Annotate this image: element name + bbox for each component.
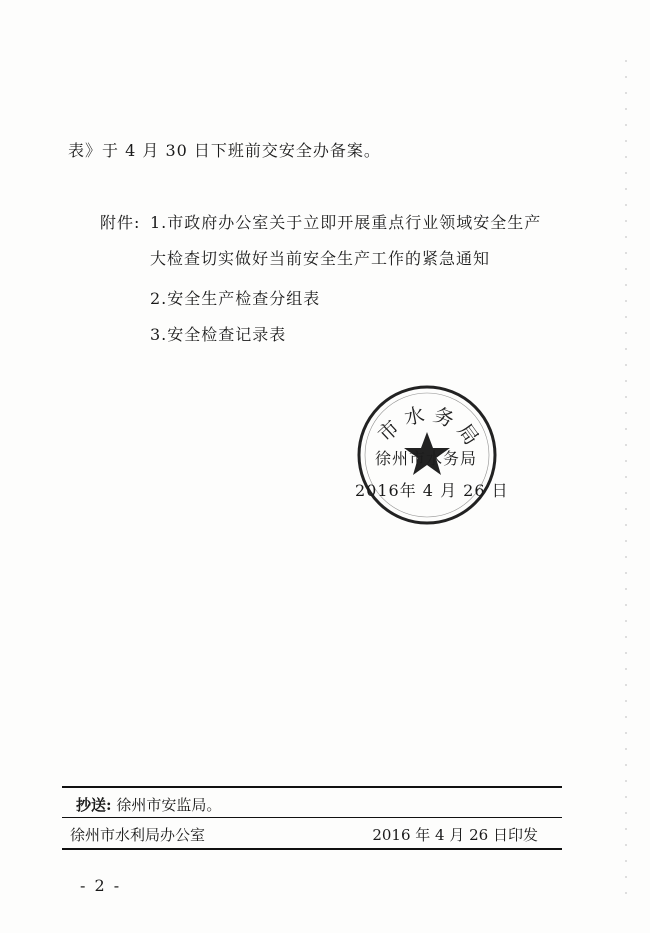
cc-value: 徐州市安监局。 [116,796,222,814]
signature-date: 2016年 4 月 26 日 [355,481,509,500]
footer-rule-bottom [62,848,562,850]
issuer-office: 徐州市水利局办公室 [70,826,206,844]
attachment-item-2: 2.安全生产检查分组表 [150,289,321,308]
seal-text: 市水务局 [373,401,488,455]
scan-edge-marks [624,60,628,900]
cc-label: 抄送: [76,796,112,814]
issue-date: 2016 年 4 月 26 日印发 [372,826,538,844]
attachments-label: 附件: [100,213,141,232]
footer-rule-top [62,786,562,788]
cc-line [76,794,221,815]
signature-organization: 徐州市水务局 [375,449,478,468]
page-number: - 2 - [80,876,122,895]
attachment-item-3: 3.安全检查记录表 [150,325,287,344]
attachment-item-1-line-1: 1.市政府办公室关于立即开展重点行业领域安全生产 [150,213,542,232]
attachment-item-1-line-2: 大检查切实做好当前安全生产工作的紧急通知 [150,249,491,268]
footer-rule-middle [62,817,562,818]
body-text-line: 表》于 4 月 30 日下班前交安全办备案。 [68,141,381,160]
